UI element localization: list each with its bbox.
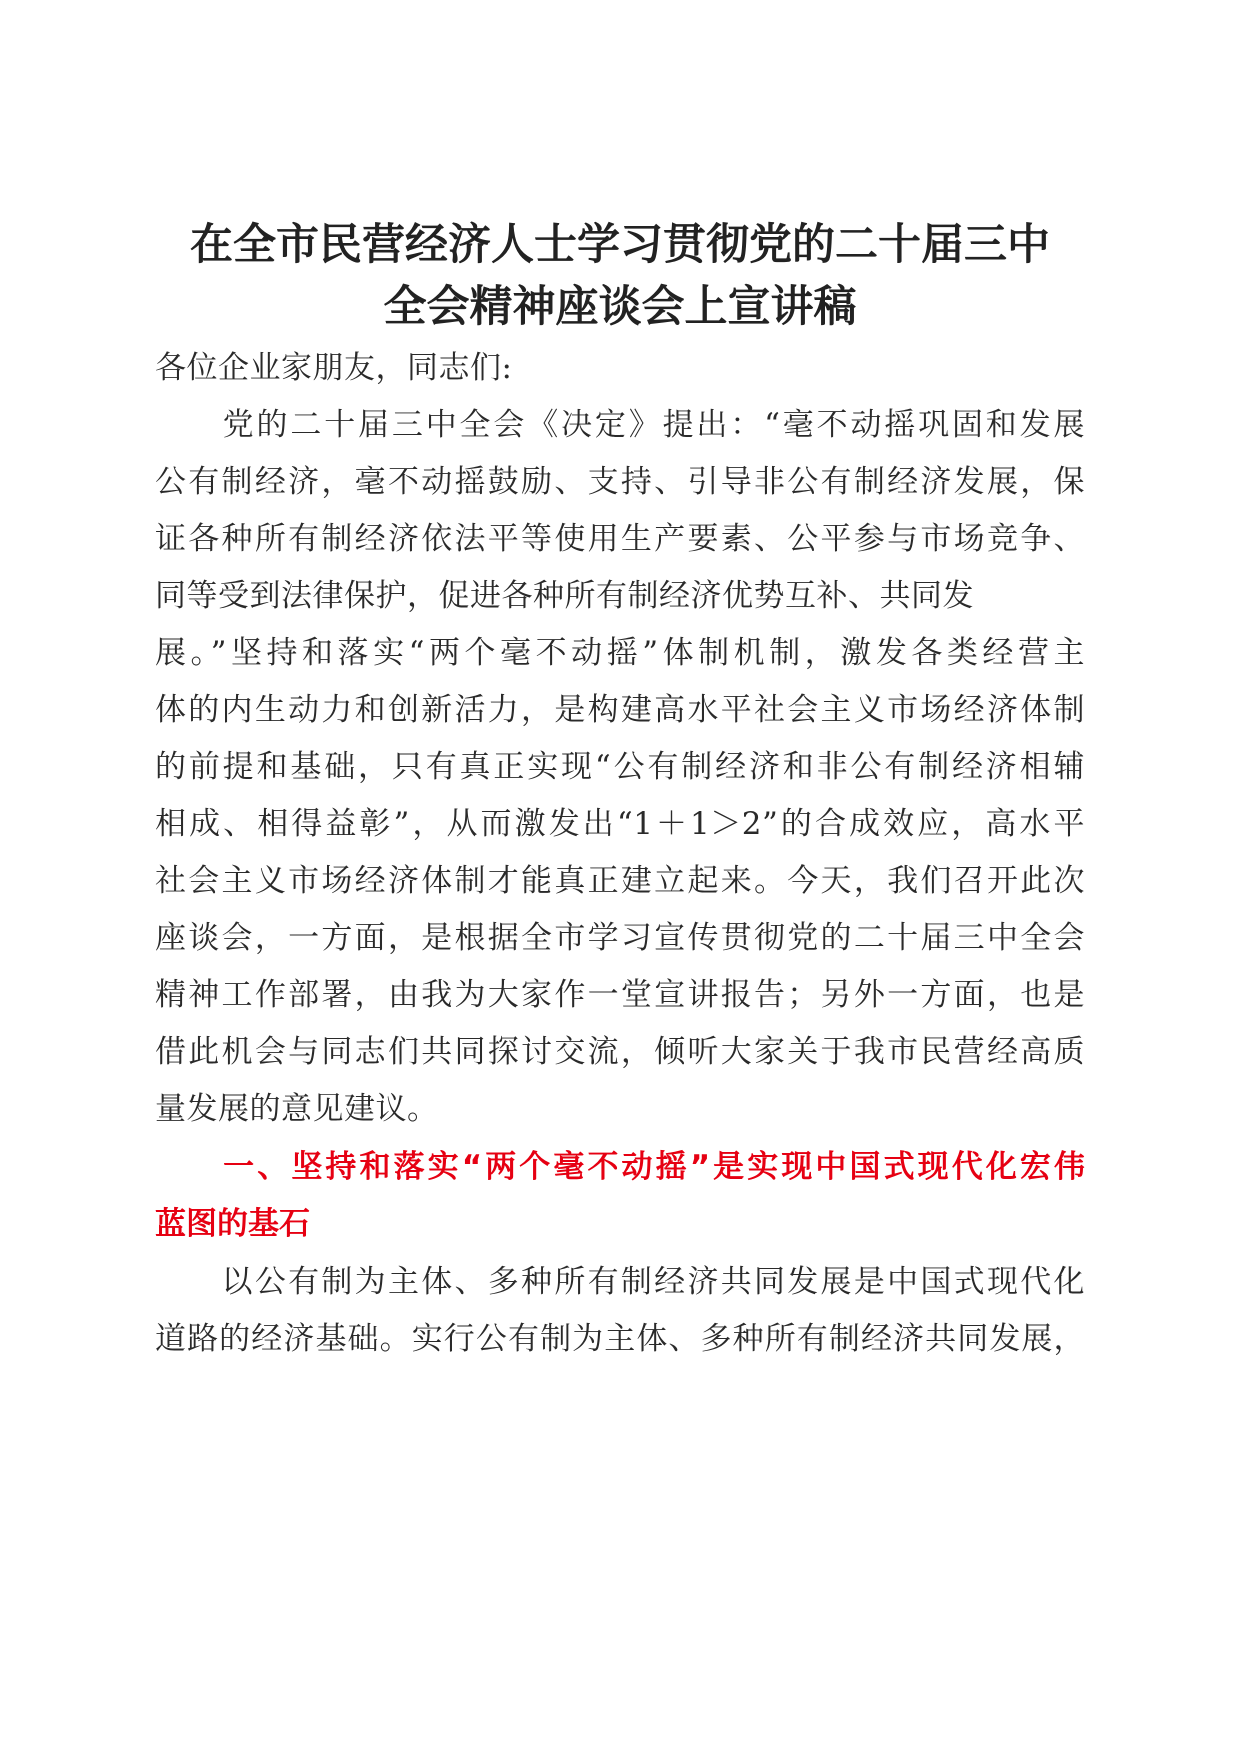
paragraph-1-line: 公有制经济，毫不动摇鼓励、支持、引导非公有制经济发展，保: [155, 464, 1085, 500]
paragraph-2-line: 以公有制为主体、多种所有制经济共同发展是中国式现代化: [155, 1264, 1085, 1300]
paragraph-1-line: 展。”坚持和落实“两个毫不动摇”体制机制，激发各类经营主: [155, 635, 1085, 671]
paragraph-1-line: 证各种所有制经济依法平等使用生产要素、公平参与市场竞争、: [155, 521, 1085, 557]
paragraph-2-line: 道路的经济基础。实行公有制为主体、多种所有制经济共同发展，: [155, 1321, 1085, 1357]
paragraph-1-line: 体的内生动力和创新活力，是构建高水平社会主义市场经济体制: [155, 692, 1085, 728]
salutation: 各位企业家朋友，同志们:: [155, 350, 513, 386]
paragraph-1-line: 党的二十届三中全会《决定》提出：“毫不动摇巩固和发展: [155, 407, 1085, 443]
paragraph-1-line: 座谈会，一方面，是根据全市学习宣传贯彻党的二十届三中全会: [155, 920, 1085, 956]
paragraph-1-line: 借此机会与同志们共同探讨交流，倾听大家关于我市民营经高质: [155, 1034, 1085, 1070]
section-heading-1-line: 蓝图的基石: [155, 1206, 310, 1242]
paragraph-1-line: 相成、相得益彰”，从而激发出“1＋1＞2”的合成效应，高水平: [155, 806, 1085, 842]
paragraph-1-line: 的前提和基础，只有真正实现“公有制经济和非公有制经济相辅: [155, 749, 1085, 785]
paragraph-1-line: 量发展的意见建议。: [155, 1091, 439, 1127]
paragraph-1-line: 精神工作部署，由我为大家作一堂宣讲报告；另外一方面，也是: [155, 977, 1085, 1013]
paragraph-1-line: 社会主义市场经济体制才能真正建立起来。今天，我们召开此次: [155, 863, 1085, 899]
section-heading-1-line: 一、坚持和落实“两个毫不动摇”是实现中国式现代化宏伟: [155, 1149, 1085, 1185]
document-title-line-2: 全会精神座谈会上宣讲稿: [383, 282, 857, 332]
paragraph-1-line: 同等受到法律保护，促进各种所有制经济优势互补、共同发: [155, 578, 974, 614]
document-title-line-1: 在全市民营经济人士学习贯彻党的二十届三中: [190, 220, 1050, 270]
